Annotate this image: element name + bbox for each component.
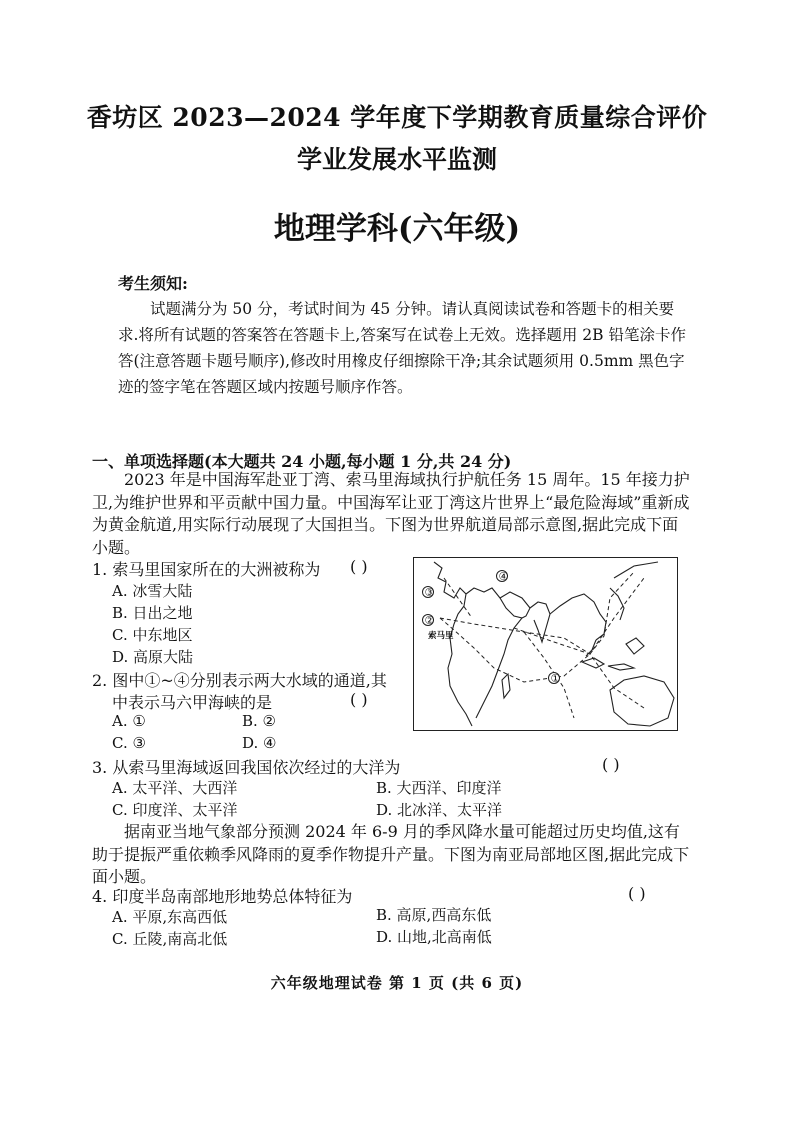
q2-option-a: A. ① [112, 712, 146, 730]
africa-east-coast [466, 588, 522, 718]
q3-option-a: A. 太平洋、大西洋 [112, 779, 238, 797]
india [530, 602, 550, 642]
map-somalia-label: 索马里 [428, 631, 454, 641]
route-north [444, 578, 472, 618]
q3-option-c: C. 印度洋、太平洋 [112, 801, 238, 819]
java [608, 664, 634, 670]
map-label-3: ③ [424, 586, 435, 599]
q2-stem-line2: 中表示马六甲海峡的是 [112, 693, 273, 712]
china-south [610, 588, 624, 620]
passage-1-text: 2023 年是中国海军赴亚丁湾、索马里海域执行护航任务 15 周年。15 年接力护卫,为维护世界和平贡献中国力量。中国海军让亚丁湾这片世界上“最危险海域”重新成为黄金航道,用实际行动展现了大国担当。下图为世界航道局部示意图,据此完成下面小题。 [92, 470, 690, 557]
q1-option-d: D. 高原大陆 [112, 648, 194, 666]
q2-answer-paren: ( ) [350, 690, 368, 709]
exam-title-line2: 学业发展水平监测 [296, 145, 497, 174]
q4-option-b: B. 高原,西高东低 [376, 906, 492, 924]
q1-stem: 1. 索马里国家所在的大洲被称为 [92, 560, 321, 579]
q4-answer-paren: ( ) [628, 884, 646, 903]
notice-heading: 考生须知: [118, 274, 188, 293]
exam-title-line1: 香坊区 2023—2024 学年度下学期教育质量综合评价 [86, 103, 708, 132]
route-australia [514, 628, 644, 708]
q2-option-b: B. ② [242, 712, 277, 730]
page-footer: 六年级地理试卷 第 1 页 (共 6 页) [270, 974, 524, 992]
map-label-2: ② [424, 614, 435, 627]
australia [610, 676, 674, 726]
q2-option-c: C. ③ [112, 734, 146, 752]
china-coast [614, 562, 658, 578]
q3-answer-paren: ( ) [602, 755, 620, 774]
q2-stem-line1: 2. 图中①~④分别表示两大水域的通道,其 [92, 671, 387, 690]
madagascar [502, 674, 510, 698]
q4-option-d: D. 山地,北高南低 [376, 928, 492, 946]
notice-body: 试题满分为 50 分，考试时间为 45 分钟。请认真阅读试卷和答题卡的相关要求.将所有试题的答案答在答题卡上,答案写在试卷上无效。选择题用 2B 铅笔涂卡作答(注意答题卡题号顺序),修改时用橡皮仔细擦除干净;其余试题须用 0.5mm 黑色字迹的签字笔在答题区域内按题号顺序作答。 [118, 300, 686, 396]
shipping-route-map [413, 557, 678, 731]
borneo [626, 638, 644, 654]
map-label-4: ④ [498, 570, 509, 583]
se-asia [550, 594, 606, 640]
q1-option-b: B. 日出之地 [112, 604, 193, 622]
q3-option-b: B. 大西洋、印度洋 [376, 779, 502, 797]
q1-option-a: A. 冰雪大陆 [112, 582, 193, 600]
map-svg [414, 558, 677, 730]
q1-answer-paren: ( ) [350, 557, 368, 576]
notice-text [118, 296, 690, 400]
section-heading: 一、单项选择题(本大题共 24 小题,每小题 1 分,共 24 分) [92, 452, 512, 471]
africa-west-coast [434, 562, 472, 726]
q3-option-d: D. 北冰洋、太平洋 [376, 801, 503, 819]
route-china [590, 572, 634, 654]
subject-title: 地理学科(六年级) [273, 211, 521, 247]
q3-stem: 3. 从索马里海域返回我国依次经过的大洋为 [92, 758, 401, 777]
sumatra [582, 658, 604, 668]
passage-2-text: 据南亚当地气象部分预测 2024 年 6-9 月的季风降水量可能超过历史均值,这有助于提振严重依赖季风降雨的夏季作物提升产量。下图为南亚局部地区图,据此完成下面小题。 [92, 822, 690, 886]
q4-option-c: C. 丘陵,南高北低 [112, 930, 228, 948]
q2-option-d: D. ④ [242, 734, 277, 752]
map-label-1: ① [550, 672, 561, 685]
q4-stem: 4. 印度半岛南部地形地势总体特征为 [92, 887, 353, 906]
q1-option-c: C. 中东地区 [112, 626, 193, 644]
passage-2 [92, 821, 692, 889]
q4-option-a: A. 平原,东高西低 [112, 908, 228, 926]
passage-1 [92, 469, 692, 559]
